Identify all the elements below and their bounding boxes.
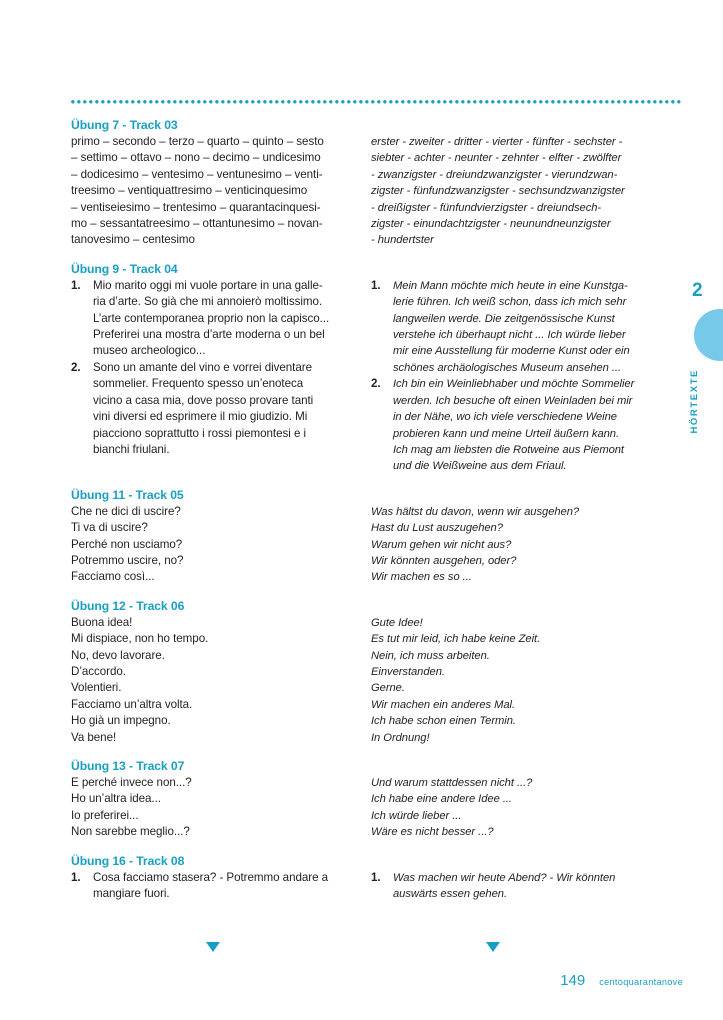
text-line: siebter - achter - neunter - zehnter - elfter - zwölfter — [371, 152, 622, 165]
italian-column — [71, 134, 343, 249]
text-line: Und warum stattdessen nicht ...? — [371, 777, 533, 789]
italian-lines — [71, 775, 343, 841]
text-line: Einverstanden. — [371, 665, 445, 678]
numbered-item — [371, 870, 643, 903]
italian-numbered-list — [71, 870, 343, 903]
text-line: Warum gehen wir nicht aus? — [371, 538, 512, 551]
numbered-item — [71, 278, 343, 360]
text-line: Ich würde lieber ... — [371, 809, 462, 822]
chapter-number: 2 — [692, 280, 703, 301]
side-tab-circle-decoration — [694, 309, 723, 361]
text-line: probieren kann und meine Urteil äußern kann. — [393, 427, 620, 440]
italian-lines — [71, 504, 343, 586]
item-text — [393, 278, 643, 376]
text-line: werden. Ich besuche oft einen Weinladen bei mir — [393, 394, 633, 407]
numbered-item — [371, 376, 643, 474]
text-line: Wir machen es so ... — [371, 571, 472, 584]
item-number: 1. — [71, 870, 81, 884]
text-line: primo – secondo – terzo – quarto – quinto – sesto — [71, 135, 324, 148]
text-line: - zwanzigster - dreiundzwanzigster - vierundzwan- — [371, 168, 618, 181]
text-line: museo archeologico... — [93, 344, 206, 358]
text-line: Gute Idee! — [371, 616, 423, 629]
text-line: Potremmo uscire, no? — [71, 553, 184, 567]
two-column-layout — [71, 134, 683, 249]
german-column — [371, 504, 643, 586]
item-number: 1. — [371, 870, 381, 884]
exercise-section — [71, 118, 683, 249]
section-spacer — [71, 475, 683, 488]
text-line: bianchi friulani. — [93, 442, 170, 456]
exercise-section — [71, 488, 683, 586]
text-line: Es tut mir leid, ich habe keine Zeit. — [371, 633, 541, 646]
text-line: D’accordo. — [71, 664, 126, 678]
exercise-section — [71, 262, 683, 475]
exercise-solutions-content — [71, 118, 683, 902]
text-line: langweilen werde. Die zeitgenössische Kunst — [393, 312, 615, 325]
text-line: - hundertster — [371, 234, 434, 247]
german-lines — [371, 615, 643, 746]
two-column-layout — [71, 870, 683, 903]
text-line: Ich mag am liebsten die Rotweine aus Piemont — [393, 443, 624, 456]
text-line: Facciamo un’altra volta. — [71, 697, 193, 711]
continuation-arrow-right-icon — [486, 942, 500, 952]
text-line: Perché non usciamo? — [71, 537, 183, 551]
italian-column — [71, 775, 343, 841]
item-text — [393, 870, 643, 903]
text-line: in der Nähe, wo ich viele verschiedene Weine — [393, 411, 617, 424]
exercise-section — [71, 759, 683, 841]
exercise-section — [71, 599, 683, 746]
german-column — [371, 278, 643, 475]
side-tab-label: HÖRTEXTE — [689, 369, 700, 434]
text-line: treesimo – ventiquattresimo – venticinquesimo — [71, 184, 308, 198]
text-line: und die Weißweine aus dem Friaul. — [393, 460, 567, 473]
continuation-arrow-left-icon — [206, 942, 220, 952]
italian-lines — [71, 134, 343, 249]
section-spacer — [71, 841, 683, 854]
numbered-item — [71, 870, 343, 903]
italian-column — [71, 504, 343, 586]
text-line: Facciamo così... — [71, 570, 155, 584]
text-line: sommelier. Frequento spesso un’enoteca — [93, 377, 304, 391]
item-number: 1. — [71, 278, 81, 292]
text-line: Ti va di uscire? — [71, 521, 148, 535]
two-column-layout — [71, 504, 683, 586]
text-line: tanovesimo – centesimo — [71, 233, 195, 247]
item-text — [93, 360, 343, 458]
text-line: Wäre es nicht besser ...? — [371, 826, 494, 839]
text-line: Mio marito oggi mi vuole portare in una galle- — [93, 278, 323, 292]
text-line: Ich bin ein Weinliebhaber und möchte Sommelier — [393, 378, 635, 391]
italian-column — [71, 870, 343, 903]
item-number: 1. — [371, 278, 381, 292]
german-column — [371, 134, 643, 249]
text-line: – dodicesimo – ventesimo – ventunesimo – venti- — [71, 167, 323, 181]
text-line: Volentieri. — [71, 681, 122, 695]
text-line: Ich habe eine andere Idee ... — [371, 793, 512, 806]
chapter-side-tab — [680, 280, 723, 480]
german-column — [371, 615, 643, 746]
text-line: erster - zweiter - dritter - vierter - fünfter - sechster - — [371, 136, 623, 148]
section-spacer — [71, 746, 683, 759]
text-line: Che ne dici di uscire? — [71, 504, 181, 518]
section-spacer — [71, 586, 683, 599]
text-line: No, devo lavorare. — [71, 648, 165, 662]
text-line: Ich habe schon einen Termin. — [371, 715, 516, 728]
text-line: Was machen wir heute Abend? - Wir könnten — [393, 871, 616, 884]
text-line: vini diversi ed esprimere il mio giudizio. Mi — [93, 410, 308, 424]
text-line: zigster - fünfundzwanzigster - sechsundzwanzigster — [371, 185, 625, 198]
text-line: Ho già un impegno. — [71, 714, 171, 728]
page-number-word: centoquarantanove — [599, 977, 683, 987]
exercise-section — [71, 854, 683, 903]
exercise-title: Übung 7 - Track 03 — [71, 118, 178, 132]
text-line: Gerne. — [371, 682, 405, 695]
text-line: Was hältst du davon, wenn wir ausgehen? — [371, 505, 580, 518]
text-line: zigster - einundachtzigster - neunundneunzigster — [371, 218, 611, 231]
numbered-item — [71, 360, 343, 458]
exercise-title: Übung 13 - Track 07 — [71, 759, 185, 773]
exercise-title: Übung 9 - Track 04 — [71, 261, 178, 276]
german-column — [371, 775, 643, 841]
text-line: Mein Mann möchte mich heute in eine Kunstga- — [393, 279, 628, 292]
exercise-title: Übung 12 - Track 06 — [71, 598, 185, 613]
item-number: 2. — [71, 360, 81, 374]
italian-lines — [71, 615, 343, 746]
item-number: 2. — [371, 377, 381, 391]
german-numbered-list — [371, 278, 643, 475]
text-line: Buona idea! — [71, 615, 133, 629]
exercise-title: Übung 16 - Track 08 — [71, 853, 185, 868]
text-line: Wir machen ein anderes Mal. — [371, 698, 516, 711]
text-line: Va bene! — [71, 730, 117, 744]
two-column-layout — [71, 278, 683, 475]
text-line: lerie führen. Ich weiß schon, dass ich mich sehr — [393, 296, 627, 309]
text-line: Cosa facciamo stasera? - Potremmo andare a — [93, 870, 329, 884]
text-line: mir eine Ausstellung für moderne Kunst oder ein — [393, 345, 630, 358]
german-lines — [371, 504, 643, 586]
page-number: 149 — [560, 972, 586, 989]
text-line: Sono un amante del vino e vorrei diventare — [93, 360, 312, 374]
page-footer — [0, 972, 683, 990]
top-dotted-divider — [71, 100, 683, 104]
text-line: L’arte contemporanea proprio non la capisco... — [93, 311, 330, 325]
text-line: schönes archäologisches Museum ansehen ... — [393, 361, 621, 374]
text-line: - dreißigster - fünfundvierzigster - dreiundsech- — [371, 201, 602, 214]
text-line: piacciono soprattutto i rossi piemontesi e i — [93, 426, 307, 440]
text-line: Mi dispiace, non ho tempo. — [71, 632, 209, 646]
two-column-layout — [71, 775, 683, 841]
italian-column — [71, 278, 343, 475]
text-line: In Ordnung! — [371, 731, 430, 744]
two-column-layout — [71, 615, 683, 746]
numbered-item — [371, 278, 643, 376]
text-line: – settimo – ottavo – nono – decimo – undicesimo — [71, 151, 321, 165]
german-column — [371, 870, 643, 903]
item-text — [393, 376, 643, 474]
italian-column — [71, 615, 343, 746]
section-spacer — [71, 249, 683, 262]
text-line: Ho un’altra idea... — [71, 792, 161, 806]
item-text — [93, 278, 343, 360]
text-line: mo – sessantatreesimo – ottantunesimo – novan- — [71, 217, 323, 231]
exercise-title: Übung 11 - Track 05 — [71, 487, 184, 502]
text-line: Preferirei una mostra d’arte moderna o un bel — [93, 328, 325, 342]
text-line: Io preferirei... — [71, 808, 139, 822]
text-line: Hast du Lust auszugehen? — [371, 522, 503, 535]
italian-numbered-list — [71, 278, 343, 458]
german-lines — [371, 134, 643, 249]
item-text — [93, 870, 343, 903]
text-line: ria d’arte. So già che mi annoierò moltissimo. — [93, 295, 323, 309]
text-line: – ventiseiesimo – trentesimo – quarantacinquesi- — [71, 200, 321, 214]
text-line: Wir könnten ausgehen, oder? — [371, 554, 517, 567]
text-line: auswärts essen gehen. — [393, 888, 508, 901]
text-line: Non sarebbe meglio...? — [71, 825, 190, 839]
text-line: verstehe ich überhaupt nicht ... Ich würde lieber — [393, 329, 626, 342]
text-line: Nein, ich muss arbeiten. — [371, 649, 490, 662]
german-lines — [371, 775, 643, 841]
german-numbered-list — [371, 870, 643, 903]
text-line: E perché invece non...? — [71, 776, 192, 789]
text-line: mangiare fuori. — [93, 887, 170, 901]
text-line: vicino a casa mia, dove posso provare tanti — [93, 393, 314, 407]
